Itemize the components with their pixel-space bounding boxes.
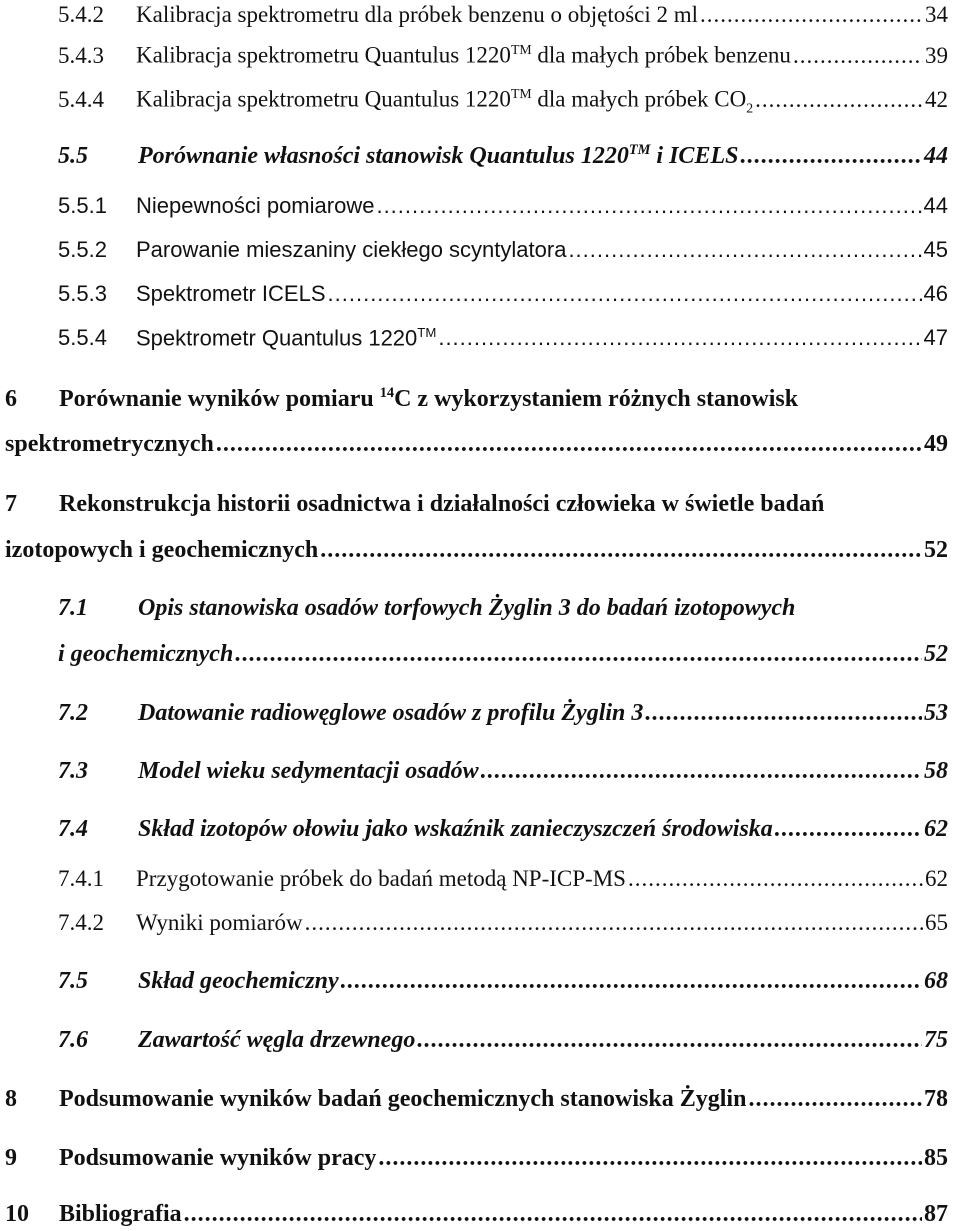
dot-leader: [216, 431, 922, 458]
dot-leader: [793, 43, 923, 69]
toc-number: 9: [5, 1145, 17, 1171]
toc-page-number: 75: [924, 1027, 948, 1053]
toc-title: Parowanie mieszaniny ciekłego scyntylatora: [136, 237, 567, 262]
toc-number: 8: [5, 1086, 17, 1112]
toc-title: Kalibracja spektrometru dla próbek benzenu o objętości 2 ml: [136, 2, 699, 27]
toc-title: Opis stanowiska osadów torfowych Żyglin 3 do badań izotopowych: [138, 595, 796, 621]
toc-number: 7.4.1: [58, 866, 104, 891]
toc-page-number: 39: [925, 42, 948, 68]
toc-page-number: 68: [924, 968, 948, 994]
toc-entry-7-1-line1[interactable]: [58, 595, 795, 622]
toc-number: 7.4: [58, 816, 88, 842]
toc-title: Rekonstrukcja historii osadnictwa i działalności człowieka w świetle badań: [59, 491, 825, 517]
toc-title: Bibliografia: [59, 1201, 182, 1227]
toc-number: 5.4.2: [58, 2, 104, 27]
toc-page-number: 52: [924, 537, 948, 563]
toc-entry-5-5-1[interactable]: [0, 193, 960, 219]
dot-leader: [568, 237, 921, 263]
toc-page-number: 65: [925, 910, 948, 935]
toc-entry-7-2[interactable]: [0, 700, 960, 727]
toc-number: 5.4.4: [58, 86, 104, 112]
toc-title: Kalibracja spektrometru Quantulus 1220™ dla małych próbek $CO_2$: [136, 86, 754, 116]
toc-title: Model wieku sedymentacji osadów: [138, 758, 479, 784]
toc-page-number: 62: [925, 866, 948, 891]
dot-leader: [235, 641, 922, 668]
toc-entry-7-4-2[interactable]: [0, 910, 960, 936]
toc-page-number: 34: [925, 2, 948, 27]
toc-title: Porównanie wyników pomiaru $^{14}$C z wykorzystaniem różnych stanowisk: [59, 385, 799, 412]
toc-number: 5.5.1: [58, 193, 107, 218]
toc-entry-7-3[interactable]: [0, 758, 960, 785]
toc-page-number: 46: [923, 281, 948, 306]
toc-entry-8[interactable]: [0, 1086, 960, 1113]
toc-title: Kalibracja spektrometru Quantulus 1220™ dla małych próbek benzenu: [136, 42, 791, 68]
toc-entry-10[interactable]: [0, 1201, 960, 1228]
toc-number: 7.4.2: [58, 910, 104, 935]
toc-title: Spektrometr Quantulus 1220™: [136, 325, 437, 351]
dot-leader: [378, 1145, 922, 1172]
toc-entry-5-5-3[interactable]: [0, 281, 960, 307]
toc-number: 5.4.3: [58, 42, 104, 68]
dot-leader: [748, 1086, 922, 1113]
toc-entry-7-1-line2[interactable]: [0, 641, 960, 668]
dot-leader: [481, 758, 922, 785]
toc-number: 5.5.2: [58, 237, 107, 262]
toc-entry-7-4-1[interactable]: [0, 866, 960, 892]
toc-title: Podsumowanie wyników pracy: [59, 1145, 377, 1171]
toc-number: 7.5: [58, 968, 88, 994]
toc-entry-6-line2[interactable]: [0, 431, 960, 458]
toc-number: 6: [5, 386, 17, 412]
toc-title: Zawartość węgla drzewnego: [138, 1027, 416, 1053]
toc-page-number: 87: [924, 1201, 948, 1227]
toc-entry-5-4-4[interactable]: [0, 86, 960, 116]
toc-entry-6-line1[interactable]: [5, 385, 798, 413]
dot-leader: [320, 537, 922, 564]
toc-page-number: 78: [924, 1086, 948, 1112]
toc-number: 10: [5, 1201, 29, 1227]
toc-title-continued: spektrometrycznych: [5, 431, 214, 457]
dot-leader: [184, 1201, 922, 1228]
toc-page-number: 53: [924, 700, 948, 726]
toc-title: Skład geochemiczny: [138, 968, 339, 994]
toc-number: 7.6: [58, 1027, 88, 1053]
toc-number: 5.5: [58, 143, 88, 169]
toc-title: Spektrometr ICELS: [136, 281, 326, 306]
toc-title: Porównanie własności stanowisk Quantulus 1220™ i ICELS: [138, 142, 739, 169]
toc-number: 7.2: [58, 700, 88, 726]
dot-leader: [328, 281, 922, 307]
toc-page-number: 62: [924, 816, 948, 842]
toc-page-number: 45: [923, 237, 948, 262]
dot-leader: [755, 87, 923, 113]
toc-title-continued: i geochemicznych: [58, 641, 234, 667]
toc-page-number: 44: [923, 193, 948, 218]
toc-title: Przygotowanie próbek do badań metodą NP-ICP-MS: [136, 866, 626, 891]
toc-entry-7-5[interactable]: [0, 968, 960, 995]
toc-title-continued: izotopowych i geochemicznych: [5, 537, 319, 563]
dot-leader: [740, 143, 922, 170]
toc-page-number: 52: [924, 641, 948, 667]
toc-entry-5-5-4[interactable]: [0, 325, 960, 351]
toc-page-number: 85: [924, 1145, 948, 1171]
dot-leader: [645, 700, 922, 727]
toc-title: Wyniki pomiarów: [136, 910, 303, 935]
toc-number: 7.1: [58, 595, 88, 621]
dot-leader: [628, 866, 923, 892]
dot-leader: [438, 325, 921, 351]
toc-entry-5-5-2[interactable]: [0, 237, 960, 263]
toc-title: Niepewności pomiarowe: [136, 193, 375, 218]
toc-title: Datowanie radiowęglowe osadów z profilu Żyglin 3: [138, 700, 644, 726]
toc-number: 5.5.3: [58, 281, 107, 306]
toc-page-number: 58: [924, 758, 948, 784]
dot-leader: [700, 2, 923, 28]
toc-page-number: 42: [925, 86, 948, 112]
toc-entry-7-line1[interactable]: [5, 491, 824, 518]
toc-entry-7-line2[interactable]: [0, 537, 960, 564]
toc-entry-5-5[interactable]: [0, 142, 960, 170]
toc-entry-9[interactable]: [0, 1145, 960, 1172]
toc-page-number: 49: [924, 431, 948, 457]
toc-title: Podsumowanie wyników badań geochemicznych stanowiska Żyglin: [59, 1086, 747, 1112]
dot-leader: [775, 816, 922, 843]
toc-entry-5-4-3[interactable]: [0, 42, 960, 69]
toc-entry-7-4[interactable]: [0, 816, 960, 843]
dot-leader: [341, 968, 922, 995]
dot-leader: [417, 1027, 922, 1054]
toc-number: 7: [5, 491, 17, 517]
toc-title: Skład izotopów ołowiu jako wskaźnik zanieczyszczeń środowiska: [138, 816, 773, 842]
toc-number: 5.5.4: [58, 325, 107, 351]
toc-entry-7-6[interactable]: [0, 1027, 960, 1054]
toc-page-number: 44: [924, 143, 948, 169]
toc-number: 7.3: [58, 758, 88, 784]
toc-entry-5-4-2[interactable]: [0, 2, 960, 28]
toc-page-number: 47: [923, 325, 948, 351]
dot-leader: [305, 910, 923, 936]
dot-leader: [376, 193, 921, 219]
